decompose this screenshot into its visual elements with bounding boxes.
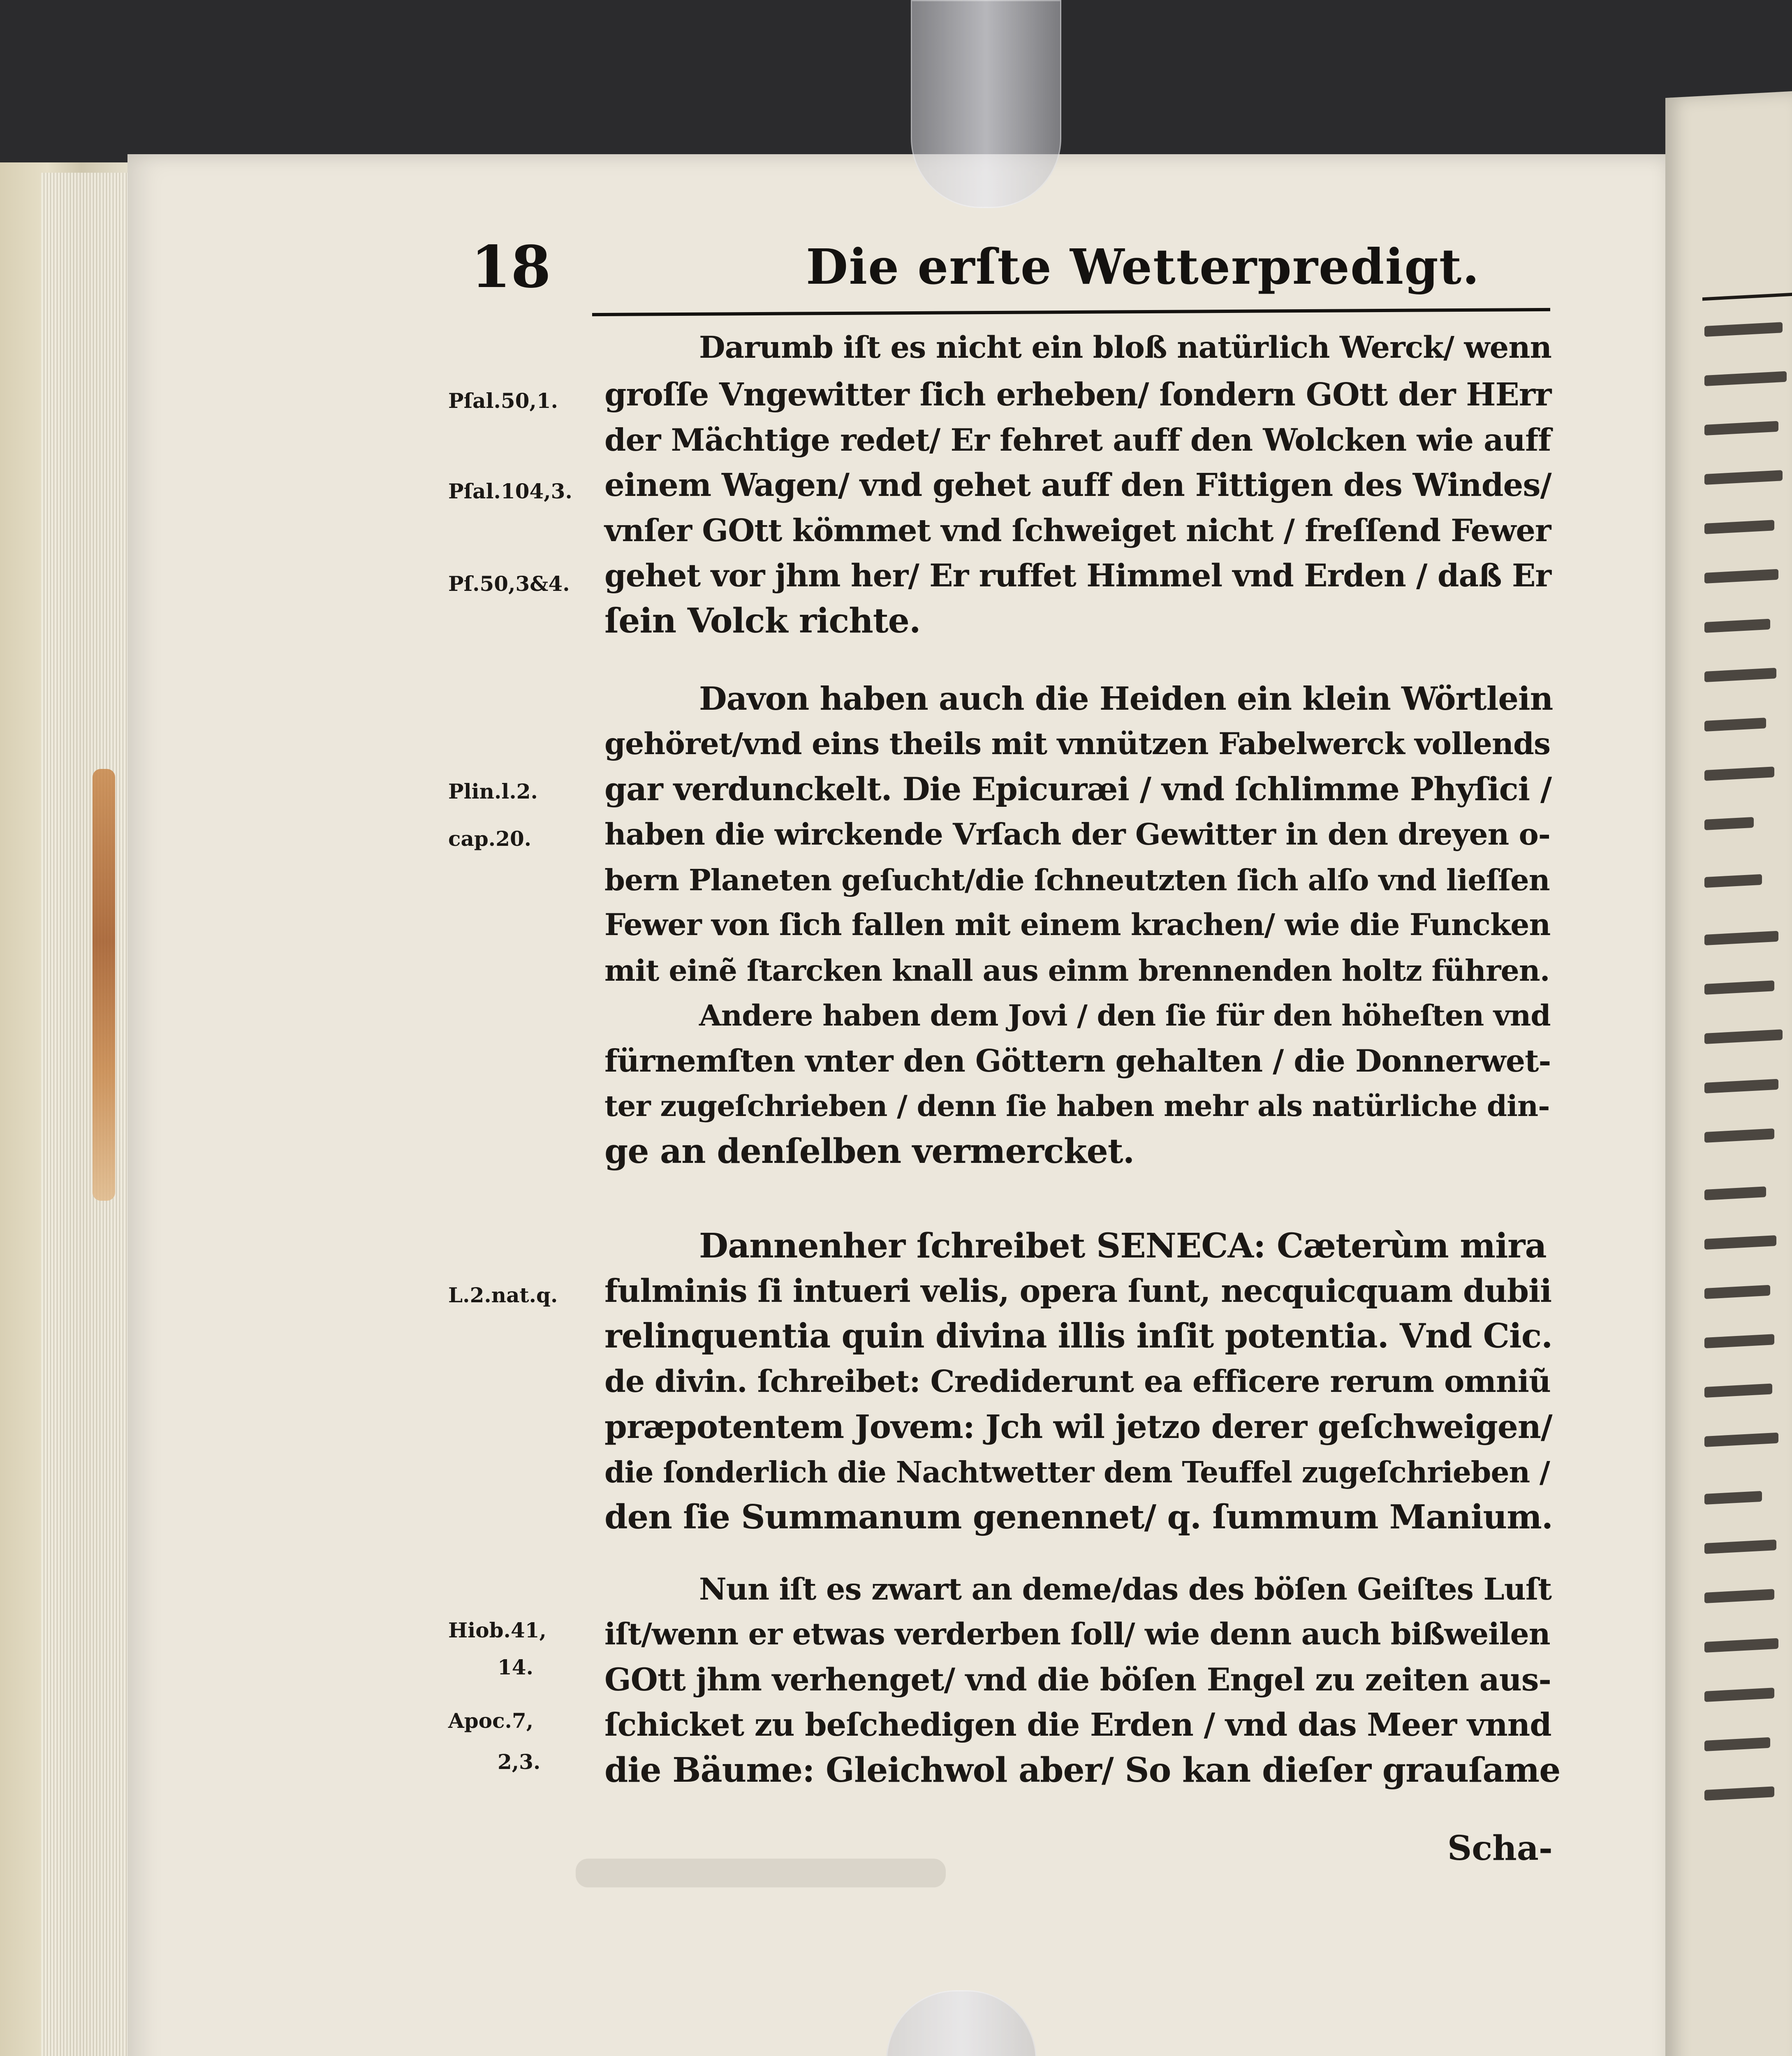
margin-note: Apoc.7, bbox=[448, 1709, 534, 1733]
text-line: de divin. ſchreibet: Crediderunt ea efficere rerum omniũ bbox=[604, 1364, 1551, 1399]
margin-note: Pſ.50,3&4. bbox=[448, 572, 570, 596]
text-line: ge an denſelben vermercket. bbox=[604, 1132, 1134, 1171]
text-line: haben die wirckende Vrſach der Gewitter in den dreyen o- bbox=[604, 817, 1550, 852]
text-line: Darumb iſt es nicht ein bloß natürlich Werck/ wenn bbox=[699, 330, 1551, 365]
text-line: gehöret/vnd eins theils mit vnnützen Fabelwerck vollends bbox=[604, 727, 1551, 762]
text-line: den ſie Summanum genennet/ q. ſummum Manium. bbox=[604, 1498, 1553, 1537]
text-line: mit einẽ ſtarcken knall aus einm brennenden holtz führen. bbox=[604, 953, 1550, 988]
text-line: bern Planeten geſucht/die ſchneutzten ſich alſo vnd lieſſen bbox=[604, 863, 1550, 897]
text-line: Fewer von ſich fallen mit einem krachen/ wie die Funcken bbox=[604, 908, 1551, 942]
text-line: Dannenher ſchreibet SENECA: Cæterùm mira bbox=[699, 1226, 1547, 1266]
text-line: der Mächtige redet/ Er fehret auff den Wolcken wie auff bbox=[604, 422, 1551, 458]
text-line: præpotentem Jovem: Jch wil jetzo derer geſchweigen/ bbox=[604, 1408, 1552, 1446]
text-line: relinquentia quin divina illis inſit potentia. Vnd Cic. bbox=[604, 1317, 1553, 1356]
margin-note: L.2.nat.q. bbox=[448, 1283, 558, 1307]
text-line: Davon haben auch die Heiden ein klein Wörtlein bbox=[699, 680, 1553, 718]
page-number: 18 bbox=[471, 234, 551, 301]
text-line: ſein Volck richte. bbox=[604, 601, 921, 641]
text-line: vnſer GOtt kömmet vnd ſchweiget nicht / freſſend Fewer bbox=[604, 512, 1551, 549]
catchword: Scha- bbox=[1447, 1829, 1553, 1868]
text-line: einem Wagen/ vnd gehet auff den Fittigen des Windes/ bbox=[604, 467, 1551, 504]
margin-note: 14. bbox=[498, 1655, 533, 1679]
text-line: fulminis ſi intueri velis, opera ſunt, necquicquam dubii bbox=[604, 1273, 1552, 1310]
text-line: die ſonderlich die Nachtwetter dem Teuffel zugeſchrieben / bbox=[604, 1455, 1550, 1489]
margin-note: Plin.l.2. bbox=[448, 779, 538, 803]
text-line: Nun iſt es zwart an deme/das des böſen Geiſtes Luſt bbox=[699, 1572, 1552, 1607]
text-line: Andere haben dem Jovi / den ſie für den höheſten vnd bbox=[699, 998, 1551, 1033]
text-line: iſt/wenn er etwas verderben ſoll/ wie denn auch bißweilen bbox=[604, 1617, 1550, 1652]
margin-note: Pſal.50,1. bbox=[448, 389, 558, 413]
margin-note: cap.20. bbox=[448, 827, 532, 851]
text-line: ter zugeſchrieben / denn ſie haben mehr als natürliche din- bbox=[604, 1089, 1550, 1123]
running-head: Die erſte Wetterpredigt. bbox=[806, 238, 1480, 295]
text-line: fürnemſten vnter den Göttern gehalten / die Donnerwet- bbox=[604, 1043, 1551, 1079]
text-line: groſſe Vngewitter ſich erheben/ ſondern GOtt der HErr bbox=[604, 376, 1551, 413]
text-line: gar verdunckelt. Die Epicuræi / vnd ſchlimme Phyſici / bbox=[604, 771, 1552, 808]
text-line: GOtt jhm verhenget/ vnd die böſen Engel zu zeiten aus- bbox=[604, 1661, 1551, 1698]
margin-note: Pſal.104,3. bbox=[448, 479, 572, 503]
text-line: die Bäume: Gleichwol aber/ So kan dieſer grauſame bbox=[604, 1750, 1560, 1790]
text-line: ſchicket zu beſchedigen die Erden / vnd das Meer vnnd bbox=[604, 1706, 1551, 1743]
text-line: gehet vor jhm her/ Er ruffet Himmel vnd Erden / daß Er bbox=[604, 557, 1551, 594]
margin-note: 2,3. bbox=[498, 1750, 541, 1774]
margin-note: Hiob.41, bbox=[448, 1618, 546, 1642]
bleed-through bbox=[576, 1859, 946, 1887]
